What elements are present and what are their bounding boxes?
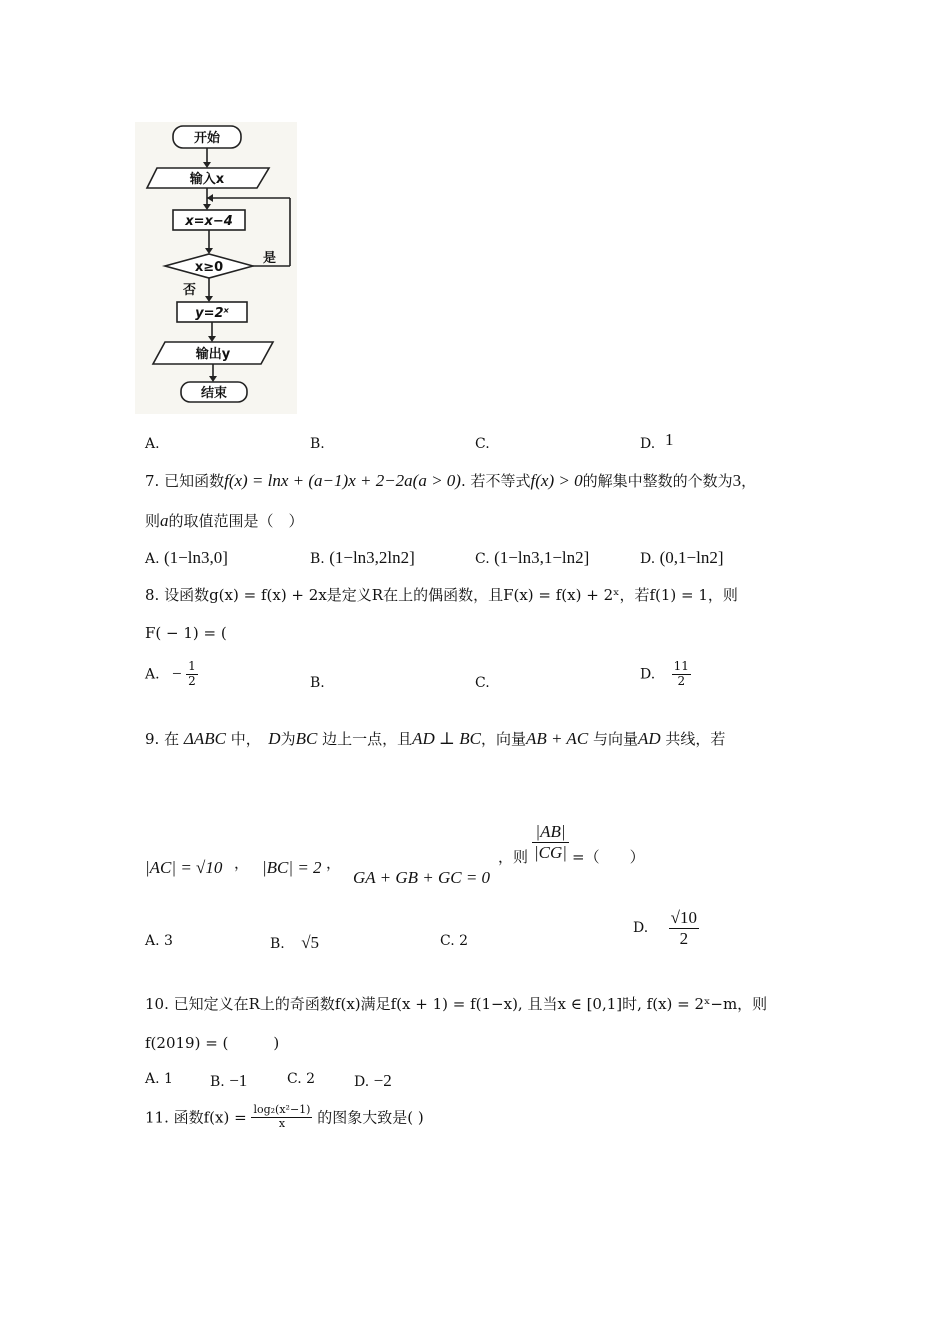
q9-bc-length: |BC| = 2 xyxy=(262,858,322,877)
q10-option-a: A. 1 xyxy=(145,1071,173,1087)
q10-stem-line1: 10. 已知定义在R上的奇函数f(x)满足f(x + 1) = f(1−x), 且当x ∈ [0,1]时, f(x) = 2ˣ−m，则 xyxy=(145,995,768,1013)
q10-option-d: D. −2 xyxy=(354,1071,392,1090)
q10-option-c: C. 2 xyxy=(287,1071,316,1087)
flowchart-no-label: 否 xyxy=(183,283,197,298)
q6-option-a: A. xyxy=(145,436,160,452)
q8-option-a: A. − $\frac{1}{2}$ xyxy=(145,659,196,688)
q6-option-c: C. xyxy=(475,436,490,452)
q8-option-c: C. xyxy=(475,675,490,691)
flowchart-output-text: 输出y xyxy=(195,347,231,362)
q6-option-b: B. xyxy=(310,436,325,452)
q6-option-d-value: 1 xyxy=(665,430,674,449)
flowchart-condition-text: x≥0 xyxy=(194,260,224,275)
q7-option-c: C. (1−ln3,1−ln2] xyxy=(475,548,590,567)
q7-option-d: D. (0,1−ln2] xyxy=(640,548,724,567)
flowchart-input-text: 输入x xyxy=(189,172,225,187)
q8-stem-line1: 8. 设函数g(x) = f(x) + 2x是定义R在上的偶函数，且F(x) = f(x) + 2ˣ，若f(1) = 1，则 xyxy=(145,586,738,604)
q6-option-d: D. xyxy=(640,436,656,452)
flowchart-end-text: 结束 xyxy=(200,386,228,401)
q9-then: ，则 xyxy=(498,848,529,866)
q9-option-b: B. √5 xyxy=(270,933,320,952)
q9-equals-blank: =（ ） xyxy=(572,848,645,866)
q7-stem-line1: 7. 已知函数f(x) = lnx + (a−1)x + 2−2a(a > 0). 若不等式f(x) > 0的解集中整数的个数为3， xyxy=(145,471,757,490)
q7-option-a: A. (1−ln3,0] xyxy=(145,548,228,567)
q10-option-b: B. −1 xyxy=(210,1071,248,1090)
q8-option-b: B. xyxy=(310,675,325,691)
q9-comma-1: ， xyxy=(234,854,250,872)
q9-option-d: D. $\frac{√10}{2}$ xyxy=(633,908,697,948)
q10-stem-line2: f(2019) = ( ) xyxy=(145,1034,280,1052)
q9-ac-length: |AC| = √10 xyxy=(145,858,223,877)
q7-option-b: B. (1−ln3,2ln2] xyxy=(310,548,415,567)
q8-option-d: D. $\frac{11}{2}$ xyxy=(640,659,689,688)
q9-vector-sum: GA + GB + GC = 0 xyxy=(353,868,491,887)
flowchart-yes-label: 是 xyxy=(263,251,277,266)
q8-stem-line2: F( − 1) = ( xyxy=(145,624,227,642)
q7-stem-line2: 则a的取值范围是（ ） xyxy=(145,511,304,530)
q9-option-c: C. 2 xyxy=(440,933,469,949)
flowchart-start-text: 开始 xyxy=(193,131,221,146)
q9-comma-2: ， xyxy=(326,854,342,872)
flowchart-figure xyxy=(135,122,297,414)
q9-ratio-fraction: $\frac{|AB|}{|CG|}$ xyxy=(534,822,567,862)
q9-option-a: A. 3 xyxy=(145,933,173,949)
q11-stem: 11. 函数f(x) = $\frac{\text{log₂(x²−1)}}{x}$ 的图象大致是( ) xyxy=(145,1103,424,1130)
q9-stem-line1: 9. 在 ΔABC 中， D为BC 边上一点，且AD ⊥ BC，向量AB + AC 与向量AD 共线，若 xyxy=(145,729,726,748)
flowchart-assign-text: y=2ˣ xyxy=(195,306,229,321)
flowchart-step-text: x=x−4 xyxy=(185,214,233,229)
